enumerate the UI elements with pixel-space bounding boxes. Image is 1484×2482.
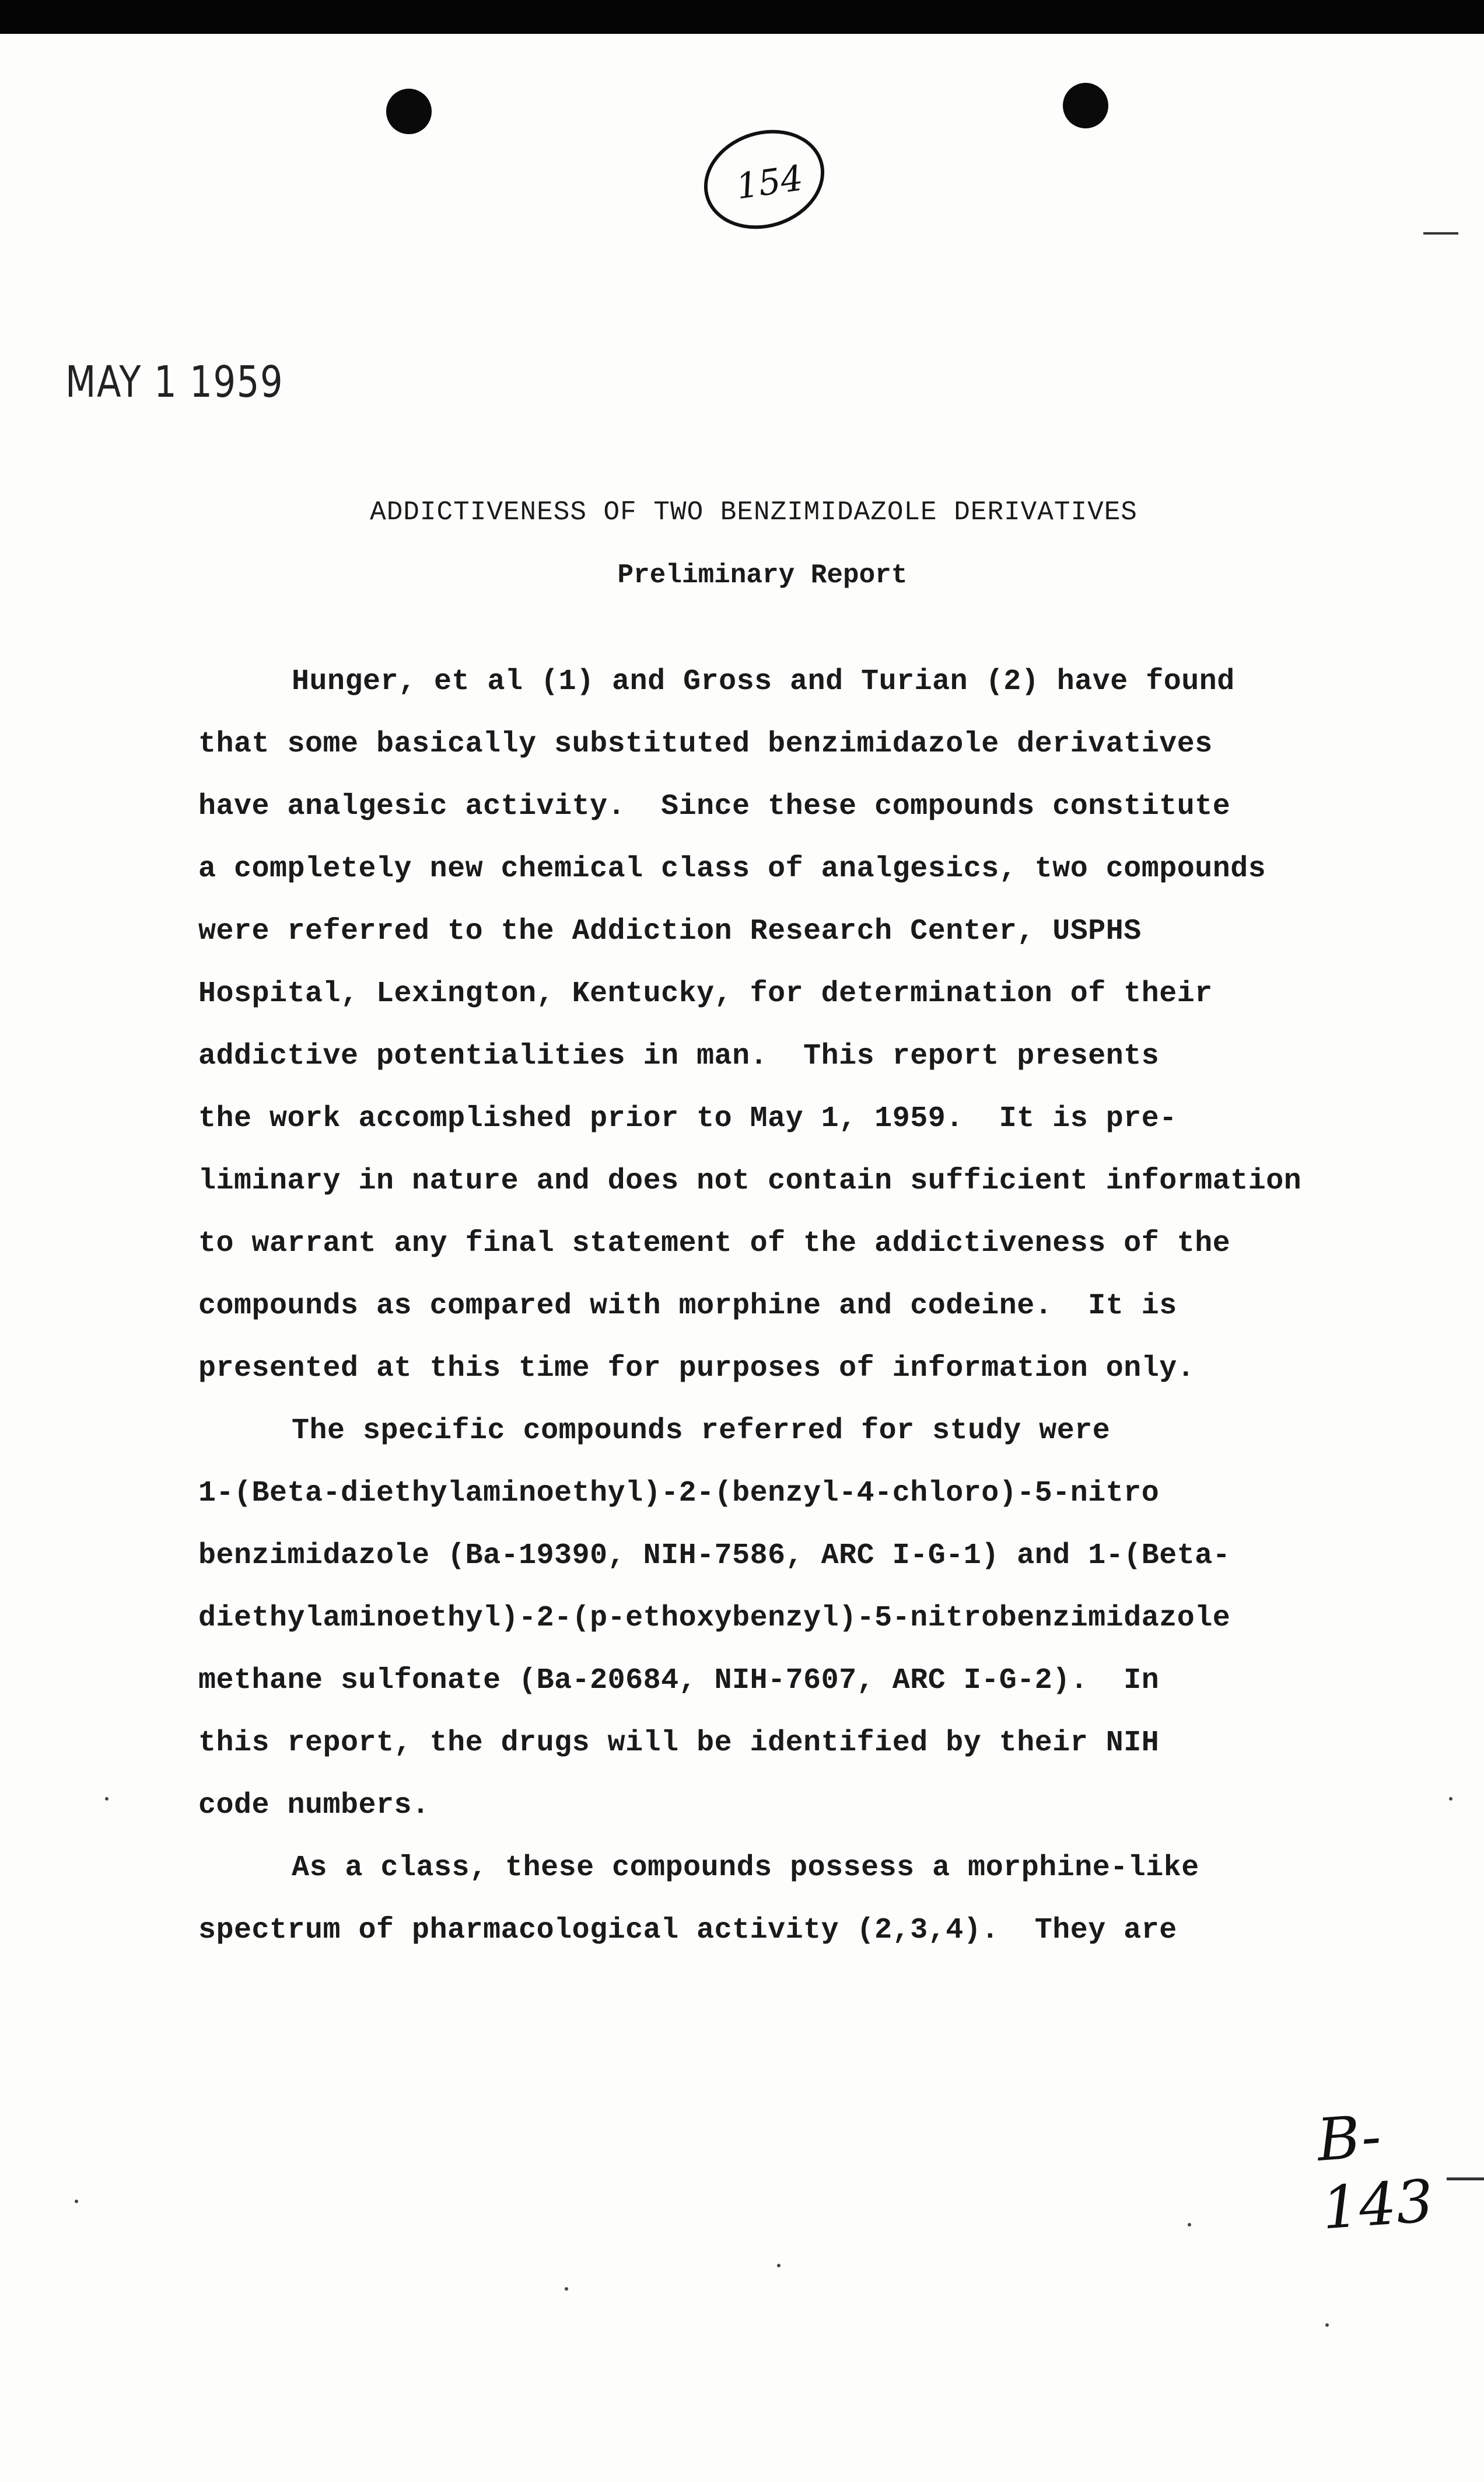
scan-edge-mark [1423,232,1458,235]
document-subtitle-text: Preliminary Report [617,560,908,590]
body-line: diethylaminoethyl)-2-(p-ethoxybenzyl)-5-nitrobenzimidazole [198,1602,1231,1635]
body-line: were referred to the Addiction Research Center, USPHS [198,915,1142,948]
punch-hole-right [1063,83,1108,128]
scan-top-border [0,0,1484,34]
page-number: 154 [733,158,806,208]
body-line: to warrant any final statement of the addictiveness of the [198,1227,1231,1260]
body-text [198,651,1400,1962]
scan-edge-mark [1447,2177,1484,2180]
body-line: code numbers. [198,1789,430,1822]
body-line: have analgesic activity. Since these compounds constitute [198,790,1231,823]
scan-speck [105,1797,108,1801]
body-line: the work accomplished prior to May 1, 1959. It is pre- [198,1102,1177,1135]
body-line: 1-(Beta-diethylaminoethyl)-2-(benzyl-4-chloro)-5-nitro [198,1477,1160,1510]
body-line: this report, the drugs will be identified by their NIH [198,1726,1160,1760]
document-subtitle [0,560,1484,590]
body-line: Hunger, et al (1) and Gross and Turian (2) have found [292,665,1235,698]
body-line: methane sulfonate (Ba-20684, NIH-7607, ARC I-G-2). In [198,1664,1160,1697]
scan-speck [75,2200,78,2203]
body-line: compounds as compared with morphine and codeine. It is [198,1289,1177,1323]
body-line: liminary in nature and does not contain sufficient information [198,1165,1302,1198]
scan-speck [1188,2223,1191,2226]
scan-speck [1325,2323,1329,2327]
date-stamp: MAY 1 1959 [65,357,284,407]
document-title-text: ADDICTIVENESS OF TWO BENZIMIDAZOLE DERIVATIVES [370,497,1138,527]
body-line: addictive potentialities in man. This report presents [198,1040,1160,1073]
body-line: spectrum of pharmacological activity (2,3,4). They are [198,1914,1177,1947]
reference-mark: B-143 [1315,2102,1436,2243]
body-line: benzimidazole (Ba-19390, NIH-7586, ARC I-G-1) and 1-(Beta- [198,1539,1231,1572]
scan-speck [1449,1797,1452,1801]
body-line: Hospital, Lexington, Kentucky, for determination of their [198,977,1213,1011]
body-line: As a class, these compounds possess a morphine-like [292,1851,1199,1885]
punch-hole-left [386,89,432,134]
document-title [0,497,1484,527]
scan-speck [777,2264,780,2267]
body-line: The specific compounds referred for study were [292,1414,1111,1448]
body-line: that some basically substituted benzimidazole derivatives [198,728,1213,761]
scan-speck [565,2287,568,2291]
body-line: presented at this time for purposes of information only. [198,1352,1195,1385]
body-line: a completely new chemical class of analgesics, two compounds [198,852,1266,886]
